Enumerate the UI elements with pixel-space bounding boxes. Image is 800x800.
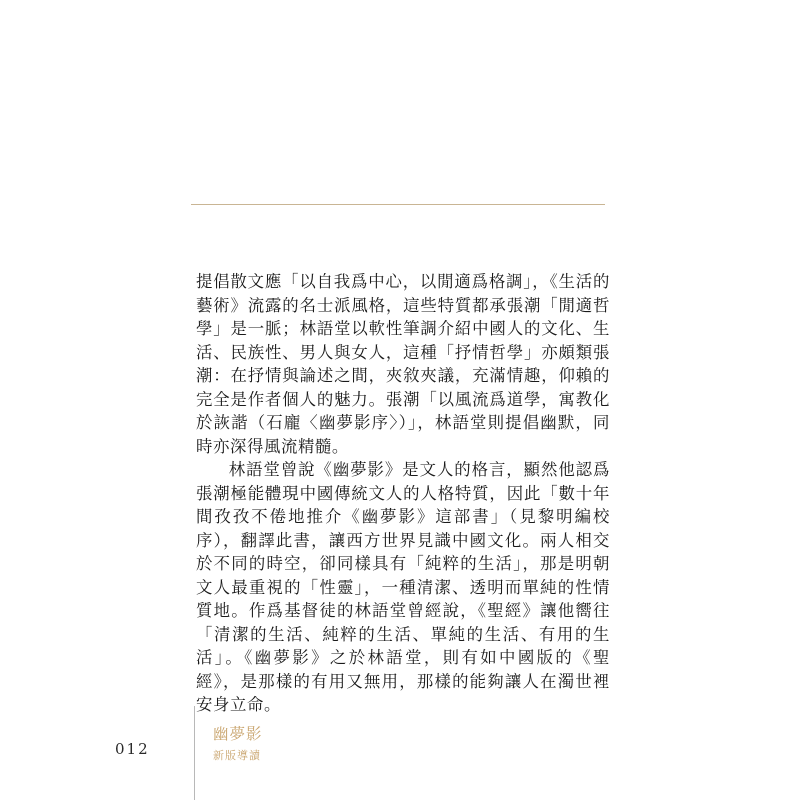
running-title: 幽夢影: [213, 725, 263, 743]
header-rule: [191, 204, 605, 205]
footer-divider: [194, 706, 195, 800]
page-number: 012: [115, 740, 150, 758]
body-text: [196, 270, 610, 717]
paragraph-1: 提倡散文應「以自我爲中心，以閒適爲格調」，《生活的藝術》流露的名士派風格，這些特質都承張潮「閒適哲學」是一脈；林語堂以軟性筆調介紹中國人的文化、生活、民族性、男人與女人，這種「抒情哲學」亦頗類張潮：在抒情與論述之間，夾敘夾議，充滿情趣，仰賴的完全是作者個人的魅力。張潮「以風流爲道學，寓教化於詼諧（石龐〈幽夢影序〉）」，林語堂則提倡幽默，同時亦深得風流精髓。: [196, 272, 610, 456]
paragraph-2: 林語堂曾說《幽夢影》是文人的格言，顯然他認爲張潮極能體現中國傳統文人的人格特質，因此「數十年間孜孜不倦地推介《幽夢影》這部書」（見黎明編校序），翻譯此書，讓西方世界見識中國文化。兩人相交於不同的時空，卻同樣具有「純粹的生活」，那是明朝文人最重視的「性靈」，一種清潔、透明而單純的性情質地。作爲基督徒的林語堂曾經說，《聖經》讓他嚮往「清潔的生活、純粹的生活、單純的生活、有用的生活」。《幽夢影》之於林語堂，則有如中國版的《聖經》，是那樣的有用又無用，那樣的能夠讓人在濁世裡安身立命。: [196, 460, 610, 714]
running-subtitle: 新版導讀: [213, 749, 261, 762]
